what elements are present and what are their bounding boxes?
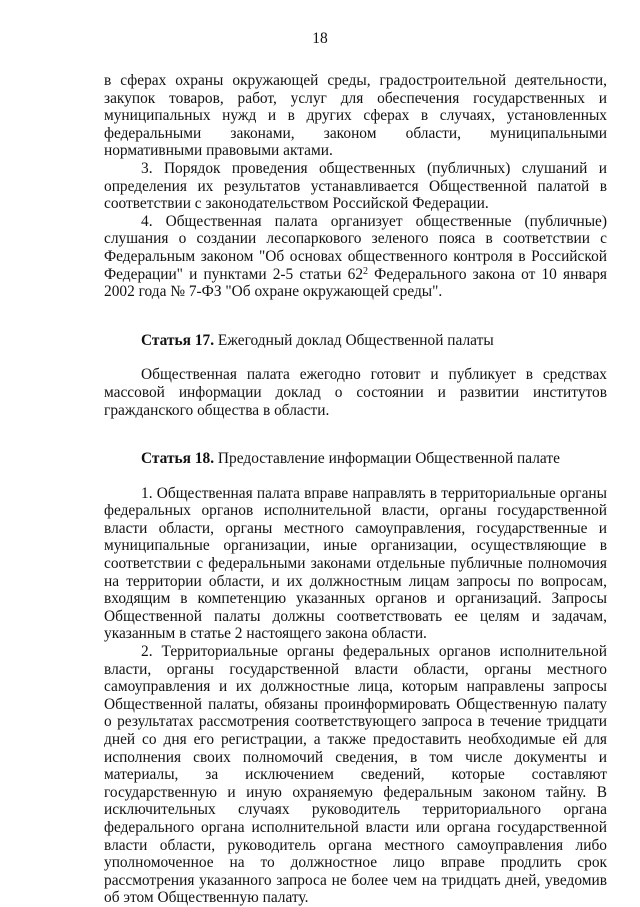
paragraph-3: 3. Порядок проведения общественных (публичных) слушаний и определения их результатов устанавливается Общественной палатой в соответствии с законодательством Российской Федерации.: [104, 159, 607, 213]
paragraph-continued: в сферах охраны окружающей среды, градостроительной деятельности, закупок товаров, работ, услуг для обеспечения государственных и муниципальных нужд и в других сферах в случаях, установленных федеральными законами, законом области, муниципальными нормативными правовыми актами.: [104, 72, 607, 160]
article-17-number: Статья 17.: [141, 331, 215, 349]
paragraph-4: [104, 213, 607, 301]
article-18-title: Предоставление информации Общественной палате: [214, 450, 560, 468]
article-18-number: Статья 18.: [141, 450, 215, 468]
paragraph-4-text-b: Федерального закона от 10 января 2002 года № 7-ФЗ "Об охране окружающей среды".: [104, 265, 607, 301]
article-18-paragraph-2: 2. Территориальные органы федеральных органов исполнительной власти, органы государственной власти области, органы местного самоуправления и их должностные лица, которым направлены запросы Общественной палаты, обязаны проинформировать Общественную палату о результатах рассмотрения соответствующего запроса в течение тридцати дней со дня его регистрации, а также предоставить необходимые ей для исполнения своих полномочий сведения, в том числе документы и материалы, за исключением сведений, которые составляют государственную и иную охраняемую федеральным законом тайну. В исключительных случаях руководитель территориального органа федерального органа исполнительной власти или органа государственной власти области, руководитель органа местного самоуправления либо уполномоченное на то должностное лицо вправе продлить срок рассмотрения указанного запроса не более чем на тридцать дней, уведомив об этом Общественную палату.: [104, 643, 607, 907]
superscript: 2: [363, 265, 369, 277]
document-body: [104, 72, 607, 907]
article-18-paragraph-1: 1. Общественная палата вправе направлять в территориальные органы федеральных органов исполнительной власти, органы государственной власти области, органы местного самоуправления, государственные и муниципальные организации, иные организации, осуществляющие в соответствии с федеральными законами отдельные публичные полномочия на территории области, и их должностным лицам запросы по вопросам, входящим в компетенцию указанных органов и организаций. Запросы Общественной палаты должны соответствовать ее целям и задачам, указанным в статье 2 настоящего закона области.: [104, 484, 607, 643]
article-18-heading: [104, 450, 607, 468]
article-17-heading: [104, 332, 607, 350]
page-number: 18: [312, 30, 328, 47]
paragraph-4-text-a: 4. Общественная палата организует общественные (публичные) слушания о создании лесопаркового зеленого пояса в соответствии с Федеральным законом "Об основах общественного контроля в Российской Федерации" и пунктами 2-5 статьи 62: [104, 212, 607, 283]
article-17-paragraph: Общественная палата ежегодно готовит и публикует в средствах массовой информации доклад о состоянии и развитии институтов гражданского общества в области.: [104, 366, 607, 419]
article-17-title: Ежегодный доклад Общественной палаты: [214, 331, 494, 349]
